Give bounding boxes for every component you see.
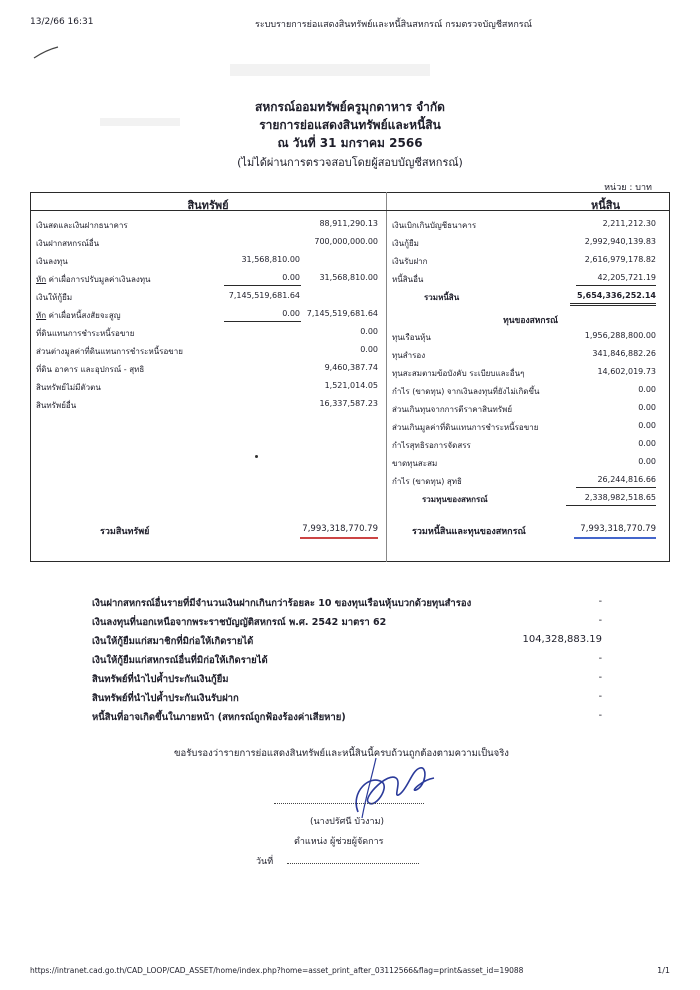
liabilities-heading: หนี้สิน: [590, 199, 620, 212]
equity-label: ทุนสำรอง: [392, 351, 426, 360]
asset-label-row6: [36, 309, 121, 322]
equity-value: 0.00: [638, 457, 656, 466]
total-double-rule: [570, 303, 656, 306]
as-of-date: ณ วันที่ 31 มกราคม 2566: [277, 136, 423, 150]
asset-label: ที่ดิน อาคาร และอุปกรณ์ - สุทธิ: [36, 365, 145, 374]
subtotal-rule: [576, 285, 656, 286]
equity-label: ทุนเรือนหุ้น: [392, 333, 431, 342]
grand-total-label: รวมหนี้สินและทุนของสหกรณ์: [412, 527, 526, 537]
signer-position: ตำแหน่ง ผู้ช่วยผู้จัดการ: [294, 837, 384, 847]
equity-value: 0.00: [638, 385, 656, 394]
equity-label: กำไรสุทธิรอการจัดสรร: [392, 441, 471, 450]
footer-url[interactable]: https://intranet.cad.go.th/CAD_LOOP/CAD_ASSET/home/index.php?home=asset_print_after_03112566&flag=print&asset_id=19088: [30, 966, 524, 975]
total-underline-blue: [574, 537, 656, 539]
asset-total: 16,337,587.23: [319, 399, 378, 408]
liabilities-total-label: รวมหนี้สิน: [424, 293, 460, 302]
asset-total: 7,145,519,681.64: [306, 309, 378, 318]
note-label: เงินให้กู้ยืมแก่สหกรณ์อื่นที่มิก่อให้เกิดรายได้: [92, 655, 268, 666]
asset-label: ส่วนต่างมูลค่าที่ดินแทนการชำระหนี้รอขาย: [36, 347, 183, 356]
asset-label-row4: [36, 273, 151, 286]
asset-sub: 7,145,519,681.64: [228, 291, 300, 300]
unit-label: หน่วย : บาท: [604, 183, 652, 193]
equity-value: 0.00: [638, 421, 656, 430]
note-value: -: [598, 691, 602, 702]
system-title: ระบบรายการย่อแสดงสินทรัพย์และหนี้สินสหกรณ์ กรมตรวจบัญชีสหกรณ์: [255, 20, 532, 30]
asset-label: สินทรัพย์อื่น: [36, 401, 77, 410]
note-label: หนี้สินที่อาจเกิดขึ้นในภายหน้า (สหกรณ์ถูกฟ้องร้องค่าเสียหาย): [92, 712, 346, 723]
equity-value: 14,602,019.73: [597, 367, 656, 376]
asset-total: 1,521,014.05: [324, 381, 378, 390]
equity-label: กำไร (ขาดทุน) จากเงินลงทุนที่ยังไม่เกิดขึ้น: [392, 387, 540, 396]
liabilities-total-value: 5,654,336,252.14: [577, 291, 656, 300]
assets-total-value: 7,993,318,770.79: [302, 524, 378, 534]
note-label: เงินฝากสหกรณ์อื่นรายที่มีจำนวนเงินฝากเกินกว่าร้อยละ 10 ของทุนเรือนหุ้นบวกด้วยทุนสำรอง: [92, 598, 472, 609]
equity-label: กำไร (ขาดทุน) สุทธิ: [392, 477, 462, 486]
asset-sub: 0.00: [282, 309, 300, 318]
note-value: -: [598, 710, 602, 721]
signature-line: [274, 803, 424, 804]
show-through-smudge: [230, 64, 430, 76]
liability-label: เงินกู้ยืม: [392, 239, 419, 248]
org-name: สหกรณ์ออมทรัพย์ครูมุกดาหาร จำกัด: [255, 100, 445, 114]
equity-value: 26,244,816.66: [597, 475, 656, 484]
asset-label: ค่าเผื่อหนี้สงสัยจะสูญ: [46, 311, 121, 320]
date-line: [287, 863, 419, 864]
asset-sub: 0.00: [282, 273, 300, 282]
subtotal-rule: [576, 487, 656, 488]
deduct-prefix: หัก: [36, 311, 47, 320]
ink-dot: [255, 455, 258, 458]
equity-label: ส่วนเกินทุนจากการตีราคาสินทรัพย์: [392, 405, 512, 414]
liability-label: เงินเบิกเกินบัญชีธนาคาร: [392, 221, 477, 230]
asset-sub: 31,568,810.00: [241, 255, 300, 264]
equity-value: 0.00: [638, 403, 656, 412]
asset-total: 31,568,810.00: [319, 273, 378, 282]
liability-value: 2,992,940,139.83: [584, 237, 656, 246]
subtotal-rule: [566, 505, 656, 506]
note-value: 104,328,883.19: [522, 634, 602, 645]
asset-total: 0.00: [360, 327, 378, 336]
signer-name: (นางปรัศนี บัวงาม): [310, 817, 385, 827]
column-separator: [386, 192, 387, 562]
page-number: 1/1: [657, 966, 670, 975]
asset-label: เงินลงทุน: [36, 257, 68, 266]
report-title: รายการย่อแสดงสินทรัพย์และหนี้สิน: [259, 118, 441, 132]
grand-total-value: 7,993,318,770.79: [580, 524, 656, 534]
total-underline-red: [300, 537, 378, 539]
equity-value: 1,956,288,800.00: [584, 331, 656, 340]
equity-total-value: 2,338,982,518.65: [584, 493, 656, 502]
liability-value: 2,616,979,178.82: [584, 255, 656, 264]
balance-sheet-box: [30, 192, 670, 562]
equity-label: ส่วนเกินมูลค่าที่ดินแทนการชำระหนี้รอขาย: [392, 423, 539, 432]
asset-total: 9,460,387.74: [324, 363, 378, 372]
note-value: -: [598, 615, 602, 626]
audit-note: (ไม่ได้ผ่านการตรวจสอบโดยผู้สอบบัญชีสหกรณ์): [237, 156, 463, 169]
asset-total: 700,000,000.00: [314, 237, 378, 246]
certification-statement: ขอรับรองว่ารายการย่อแสดงสินทรัพย์และหนี้สินนี้ครบถ้วนถูกต้องตามความเป็นจริง: [174, 748, 509, 759]
deduct-prefix: หัก: [36, 275, 47, 284]
pen-mark-icon: [32, 44, 62, 62]
asset-label: เงินสดและเงินฝากธนาคาร: [36, 221, 128, 230]
asset-total: 88,911,290.13: [319, 219, 378, 228]
note-label: สินทรัพย์ที่นำไปค้ำประกันเงินกู้ยืม: [92, 674, 229, 685]
print-datetime: 13/2/66 16:31: [30, 17, 94, 27]
liability-label: เงินรับฝาก: [392, 257, 428, 266]
equity-total-label: รวมทุนของสหกรณ์: [422, 495, 488, 504]
asset-label: ค่าเผื่อการปรับมูลค่าเงินลงทุน: [46, 275, 151, 284]
asset-total: 0.00: [360, 345, 378, 354]
note-value: -: [598, 596, 602, 607]
assets-total-label: รวมสินทรัพย์: [100, 527, 150, 537]
note-label: สินทรัพย์ที่นำไปค้ำประกันเงินรับฝาก: [92, 693, 239, 704]
subtotal-rule: [224, 285, 301, 286]
note-label: เงินให้กู้ยืมแก่สมาชิกที่มิก่อให้เกิดรายได้: [92, 636, 254, 647]
note-value: -: [598, 672, 602, 683]
note-label: เงินลงทุนที่นอกเหนือจากพระราชบัญญัติสหกรณ์ พ.ศ. 2542 มาตรา 62: [92, 617, 387, 628]
liability-value: 42,205,721.19: [597, 273, 656, 282]
assets-heading: สินทรัพย์: [187, 199, 229, 212]
liability-label: หนี้สินอื่น: [392, 275, 424, 284]
equity-heading: ทุนของสหกรณ์: [503, 316, 558, 326]
equity-label: ขาดทุนสะสม: [392, 459, 438, 468]
asset-label: เงินให้กู้ยืม: [36, 293, 73, 302]
subtotal-rule: [224, 321, 301, 322]
note-value: -: [598, 653, 602, 664]
date-label: วันที่: [256, 857, 274, 867]
liability-value: 2,211,212.30: [602, 219, 656, 228]
asset-label: ที่ดินแทนการชำระหนี้รอขาย: [36, 329, 135, 338]
signature-icon: [330, 752, 440, 822]
equity-value: 0.00: [638, 439, 656, 448]
equity-label: ทุนสะสมตามข้อบังคับ ระเบียบและอื่นๆ: [392, 369, 525, 378]
asset-label: สินทรัพย์ไม่มีตัวตน: [36, 383, 101, 392]
equity-value: 341,846,882.26: [592, 349, 656, 358]
asset-label: เงินฝากสหกรณ์อื่น: [36, 239, 100, 248]
